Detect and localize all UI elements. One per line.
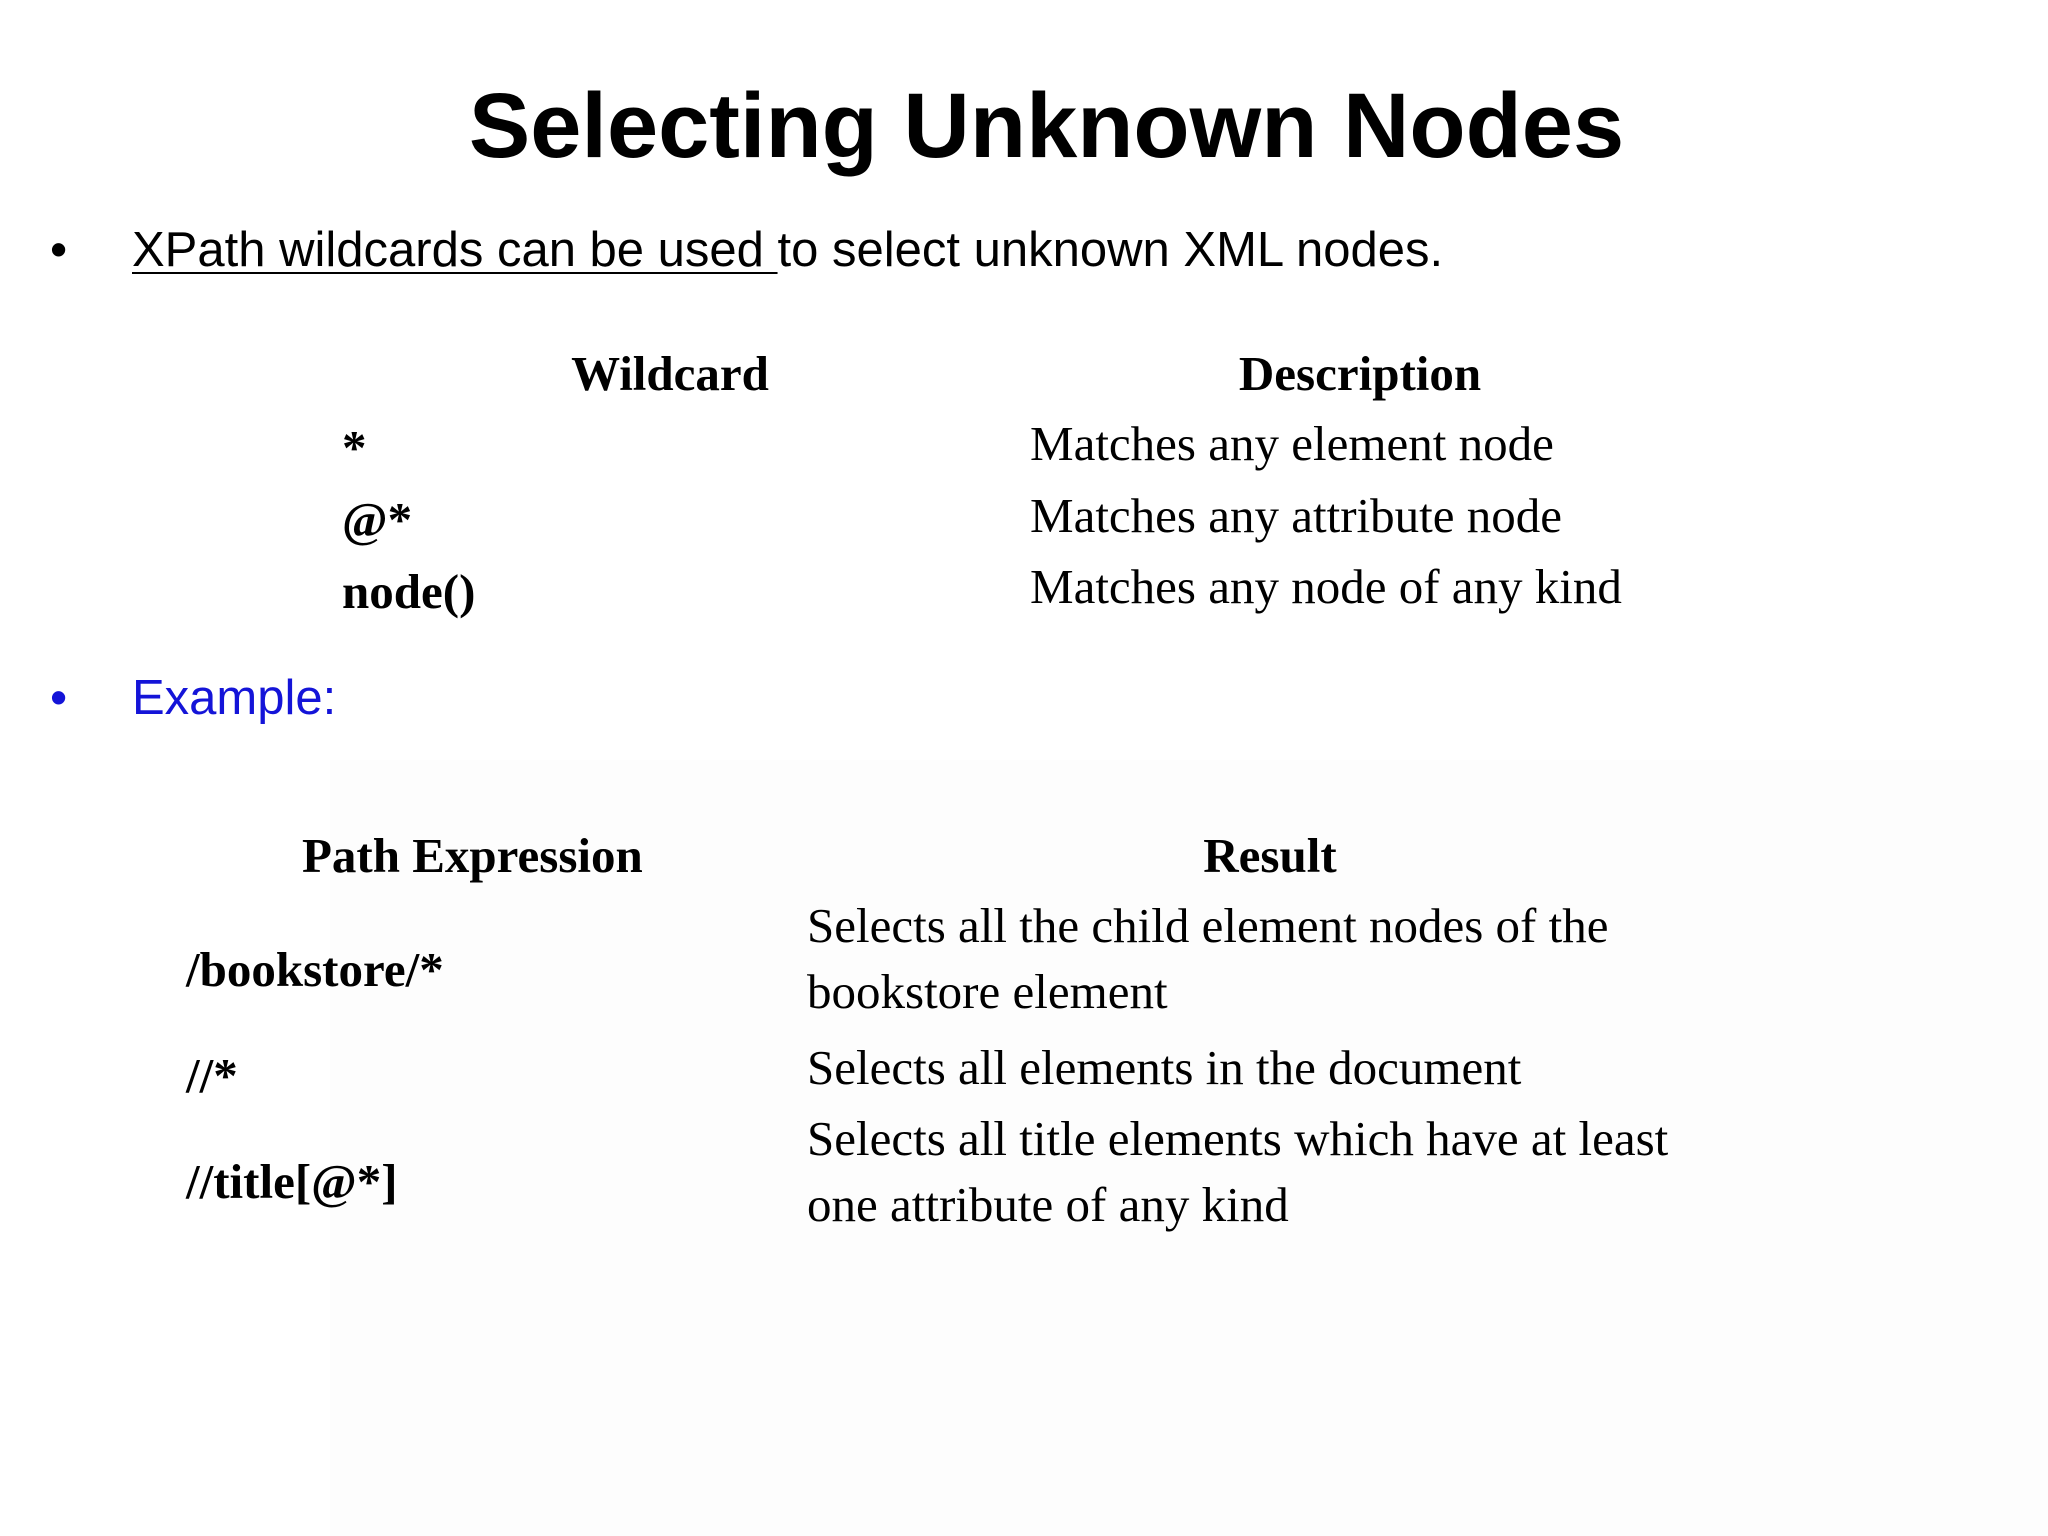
description-column-header: Description [1238, 346, 1482, 401]
result-cell-line2: one attribute of any kind [807, 1177, 1289, 1232]
bullet-dot: • [50, 223, 68, 277]
description-cell: Matches any element node [1030, 416, 1554, 471]
path-expression-cell: /bookstore/* [186, 942, 444, 997]
path-expression-cell: //* [186, 1048, 238, 1103]
bullet-text: Example: [132, 671, 337, 725]
bullet-dot: • [50, 671, 68, 725]
wildcard-cell: * [342, 420, 367, 475]
slide-title: Selecting Unknown Nodes [468, 75, 1625, 177]
result-cell-line1: Selects all the child element nodes of the [807, 898, 1609, 953]
underlined-text: XPath wildcards can be used [132, 223, 778, 277]
path-expression-cell: //title[@*] [186, 1154, 398, 1209]
description-cell: Matches any node of any kind [1030, 559, 1622, 614]
path-expression-column-header: Path Expression [302, 828, 643, 883]
bullet-text [132, 220, 1443, 280]
wildcard-cell: @* [342, 492, 413, 547]
description-cell: Matches any attribute node [1030, 488, 1563, 543]
wildcard-column-header: Wildcard [571, 346, 769, 401]
result-cell-line1: Selects all elements in the document [807, 1040, 1522, 1095]
result-cell-line2: bookstore element [807, 964, 1168, 1019]
result-column-header: Result [1203, 828, 1337, 883]
wildcard-cell: node() [342, 564, 476, 619]
bullet-text-rest: to select unknown XML nodes. [777, 223, 1444, 277]
result-cell-line1: Selects all title elements which have at least [807, 1111, 1669, 1166]
